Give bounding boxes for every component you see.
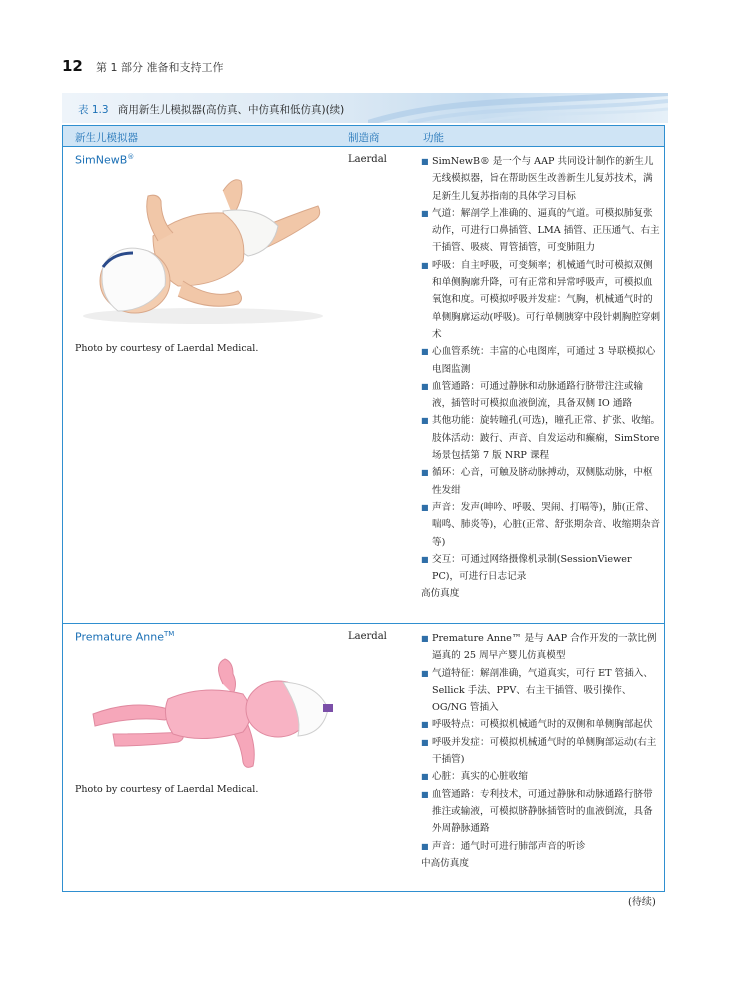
table-banner (62, 93, 668, 123)
feature-item: ■ 气道：解剖学上准确的、逼真的气道。可模拟肺复张动作，可进行口鼻插管、LMA 插管、正压通气、右主干插管、吸痰、胃管插管，可变肺阻力 (421, 205, 661, 257)
manufacturer: Laerdal (348, 154, 387, 165)
photo-credit: Photo by courtesy of Laerdal Medical. (75, 343, 259, 354)
part-title: 第 1 部分 准备和支持工作 (95, 61, 224, 74)
feature-item: ■ 声音：发声(呻吟、呼吸、哭闹、打嗝等)，肺(正常、喘鸣、肺炎等)，心脏(正常、舒张期杂音、收缩期杂音等) (421, 499, 661, 551)
feature-item: ■ 血管通路：可通过静脉和动脉通路行脐带注注或输液，插管时可模拟血液倒流，具备双侧 IO 通路 (421, 378, 661, 413)
header-maker: 制造商 (348, 132, 380, 144)
simulator-table (62, 125, 665, 892)
table-row (63, 623, 664, 894)
feature-item: ■ 其他功能：旋转瞳孔(可选)，瞳孔正常、扩张、收缩。肢体活动：跛行、声音、自发运动和癫痫，SimStore 场景包括第 7 版 NRP 课程 (421, 412, 661, 464)
fidelity-level: 中高仿真度 (421, 857, 469, 869)
feature-list (421, 630, 661, 872)
feature-item: ■ Premature Anne™ 是与 AAP 合作开发的一款比例逼真的 25 周早产婴儿仿真模型 (421, 630, 661, 665)
photo-credit: Photo by courtesy of Laerdal Medical. (75, 784, 259, 795)
product-name (75, 153, 134, 167)
simnewb-photo (73, 171, 328, 331)
continued-note: (待续) (628, 897, 656, 908)
feature-item: ■ 声音：通气时可进行肺部声音的听诊 (421, 838, 661, 855)
table-number: 表 1.3 (78, 104, 109, 116)
product-name-text: SimNewB (75, 153, 128, 167)
product-name-text: Premature Anne (75, 630, 165, 644)
feature-item: ■ 呼吸并发症：可模拟机械通气时的单侧胸部运动(右主干插管) (421, 734, 661, 769)
feature-item: ■ 心脏：真实的心脏收缩 (421, 768, 661, 785)
table-title (78, 102, 344, 117)
feature-item: ■ SimNewB® 是一个与 AAP 共同设计制作的新生儿无线模拟器，旨在帮助医生改善新生儿复苏技术，满足新生儿复苏指南的具体学习目标 (421, 153, 661, 205)
manufacturer: Laerdal (348, 631, 387, 642)
feature-item: ■ 心血管系统：丰富的心电图库，可通过 3 导联模拟心电图监测 (421, 343, 661, 378)
feature-item: ■ 交互：可通过网络摄像机录制(SessionViewer PC)，可进行日志记录 (421, 551, 661, 586)
feature-list (421, 153, 661, 603)
feature-item: ■ 气道特征：解剖准确，气道真实，可行 ET 管插入、Sellick 手法、PPV、右主干插管、吸引操作、OG/NG 管插入 (421, 665, 661, 717)
feature-item: ■ 血管通路：专利技术，可通过静脉和动脉通路行脐带推注或输液，可模拟脐静脉插管时的血液倒流，具备外周静脉通路 (421, 786, 661, 838)
banner-decoration (368, 93, 668, 123)
header-features: 功能 (423, 132, 444, 144)
table-header-row (63, 126, 664, 147)
feature-item: ■ 呼吸：自主呼吸，可变频率；机械通气时可模拟双侧和单侧胸廓升降，可有正常和异常呼吸声，可模拟血氧饱和度。可模拟呼吸并发症：气胸，机械通气时的单侧胸廓运动(呼吸)。可行单侧胰穿中段针刺胸腔穿刺术 (421, 257, 661, 343)
feature-item: ■ 循环：心音，可触及脐动脉搏动，双侧肱动脉，中枢性发绀 (421, 464, 661, 499)
page-header (62, 56, 223, 75)
trademark-mark: ® (127, 153, 135, 161)
header-simulator: 新生儿模拟器 (75, 132, 138, 144)
page-number: 12 (62, 57, 83, 75)
table-row (63, 147, 664, 623)
feature-item: ■ 呼吸特点：可模拟机械通气时的双侧和单侧胸部起伏 (421, 716, 661, 733)
fidelity-level: 高仿真度 (421, 588, 460, 600)
product-name (75, 630, 174, 644)
premature-anne-photo (73, 654, 335, 774)
table-caption: 商用新生儿模拟器(高仿真、中仿真和低仿真)(续) (117, 104, 345, 116)
trademark-mark: TM (164, 630, 175, 638)
